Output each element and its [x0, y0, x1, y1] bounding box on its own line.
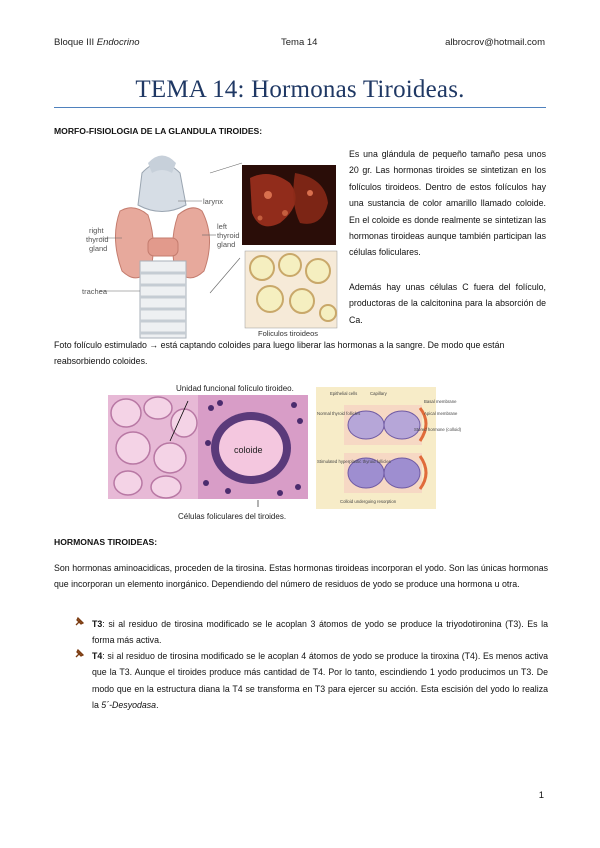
bullet-t3	[74, 616, 548, 649]
bullet-t4	[74, 648, 548, 714]
label-left-1: left	[217, 222, 228, 231]
bullet-t4-text: : si al residuo de tirosina modificado se le acoplan 4 átomos de yodo se produce la tiroxina (T4). Es menos activa que la T3. Aunque el tiroides produce más cantidad de T4. Por lo tanto, escindiendo 1 yodo producimos un T3. De modo que en la estructura diana la T4 se transforma en T3 para ejercer su acción. Esta escisión del yodo lo realiza la	[92, 651, 548, 711]
section2-heading: HORMONAS TIROIDEAS:	[54, 537, 158, 547]
diag-normal: Normal thyroid follicles	[317, 411, 361, 416]
thyroid-anatomy-figure	[82, 143, 342, 338]
pushpin-icon	[74, 648, 85, 664]
bullet-t3-text: : si al residuo de tirosina modificado se le acoplan 3 átomos de yodo se produce la triyodotironina (T3). Es la forma más activa.	[92, 619, 548, 646]
label-celulas: Células foliculares del tiroides.	[178, 512, 287, 521]
section1-heading: MORFO-FISIOLOGIA DE LA GLANDULA TIROIDES:	[54, 126, 263, 136]
section1-para3: Foto folículo estimulado → está captando coloides para luego liberar las hormonas a la sangre. De modo que están reabsorbiendo coloides.	[54, 340, 505, 367]
diag-colloid-resorption: Colloid undergoing resorption	[340, 499, 397, 504]
label-coloide: coloide	[234, 445, 263, 455]
page-title: TEMA 14: Hormonas Tiroideas.	[135, 76, 465, 103]
diag-stored: Stored hormone (colloid)	[414, 427, 462, 432]
label-right-3: gland	[89, 244, 108, 253]
label-larynx: larynx	[203, 197, 224, 206]
page-number: 1	[538, 790, 544, 801]
bullet-t4-label: T4	[92, 651, 103, 661]
bullet-t4-end: .	[156, 700, 159, 711]
bullet-t3-label: T3	[92, 619, 103, 629]
header-left-italic: Endocrino	[96, 37, 140, 48]
label-foliculos: Foliculos tiroideos	[258, 329, 319, 338]
label-unidad: Unidad funcional folículo tiroideo.	[176, 384, 294, 393]
section2-para1: Son hormonas aminoacidicas, proceden de la tirosina. Estas hormonas tiroideas incorporan el yodo. Son las únicas hormonas que incorporan un elemento inorgánico. Dependiendo del número de residuos de yodo se produce una hormona u otra.	[54, 563, 548, 590]
diag-epithelial: Epithelial cells	[330, 391, 358, 396]
desyodasa-term: 5´-Desyodasa	[101, 700, 157, 711]
label-left-2: thyroid	[217, 231, 240, 240]
header-center: Tema 14	[281, 37, 318, 48]
section1-para2: Además hay unas células C fuera del folículo, productoras de la calcitonina para la absorción de Ca.	[349, 282, 546, 325]
header-left-text: Bloque III	[54, 37, 97, 48]
label-right-1: right	[89, 226, 104, 235]
label-left-3: gland	[217, 240, 236, 249]
header-left	[54, 37, 140, 48]
label-trachea: trachea	[82, 287, 108, 296]
section1-para1: Es una glándula de pequeño tamaño pesa unos 20 gr. Las hormonas tiroides se sintetizan en los folículos tiroideos. Dentro de estos folículos hay una sustancia de color amarillo llamado coloide. En el coloide es donde realmente se sintetizan las hormonas tiroideas aunque también participan las células foliculares.	[349, 149, 546, 258]
diag-apical: Apical membrane	[424, 411, 458, 416]
pushpin-icon	[74, 616, 85, 632]
follicle-histology-figure	[108, 383, 512, 523]
header-email: albrocrov@hotmail.com	[445, 37, 545, 48]
diag-stimulated: Stimulated hyperplastic thyroid follicles	[317, 459, 391, 464]
label-right-2: thyroid	[86, 235, 109, 244]
diag-capillary: Capillary	[370, 391, 387, 396]
title-rule	[54, 107, 546, 108]
diag-basal: Basal membrane	[424, 399, 457, 404]
